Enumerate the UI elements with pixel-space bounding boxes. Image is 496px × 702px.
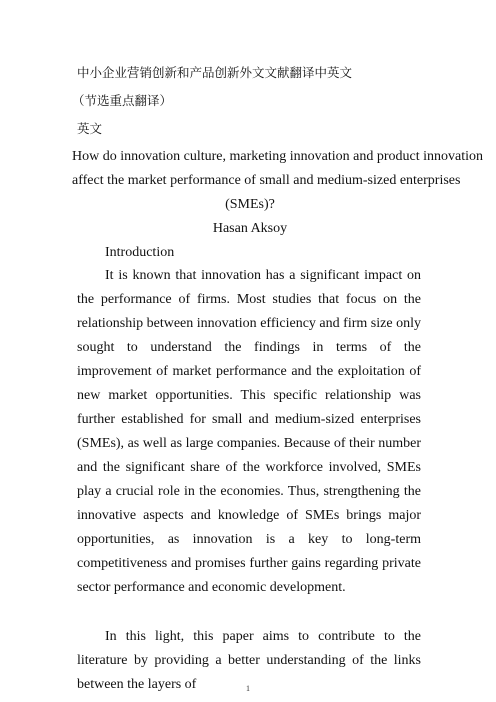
- section-heading: Introduction: [105, 245, 175, 260]
- body-paragraph-1: It is known that innovation has a significant impact on the performance of firms. Most studies that focus on the relationship between innovation efficiency and firm size only sought to understand the findings in terms of the improvement of market performance and the exploitation of new market opportunities. This specific relationship was further established for small and medium-sized enterprises (SMEs), as well as large companies. Because of their number and the significant share of the workforce involved, SMEs play a crucial role in the economies. Thus, strengthening the innovative aspects and knowledge of SMEs brings major opportunities, as innovation is a key to long-term competitiveness and promises further gains regarding private sector performance and economic development.: [77, 268, 421, 595]
- paper-title-line-1: How do innovation culture, marketing innovation and product innovation: [72, 149, 483, 164]
- paper-title-line-3: (SMEs)?: [225, 197, 275, 212]
- paper-author: Hasan Aksoy: [212, 221, 288, 236]
- page-number: 1: [246, 684, 250, 693]
- excerpt-note-cn: （节选重点翻译）: [72, 93, 173, 108]
- paper-title-line-2: affect the market performance of small and medium-sized enterprises: [72, 173, 461, 188]
- document-title-cn: 中小企业营销创新和产品创新外文文献翻译中英文: [77, 65, 353, 80]
- body-paragraph-2: In this light, this paper aims to contribute to the literature by providing a better understanding of the links between the layers of: [77, 629, 421, 692]
- language-label: 英文: [77, 121, 103, 136]
